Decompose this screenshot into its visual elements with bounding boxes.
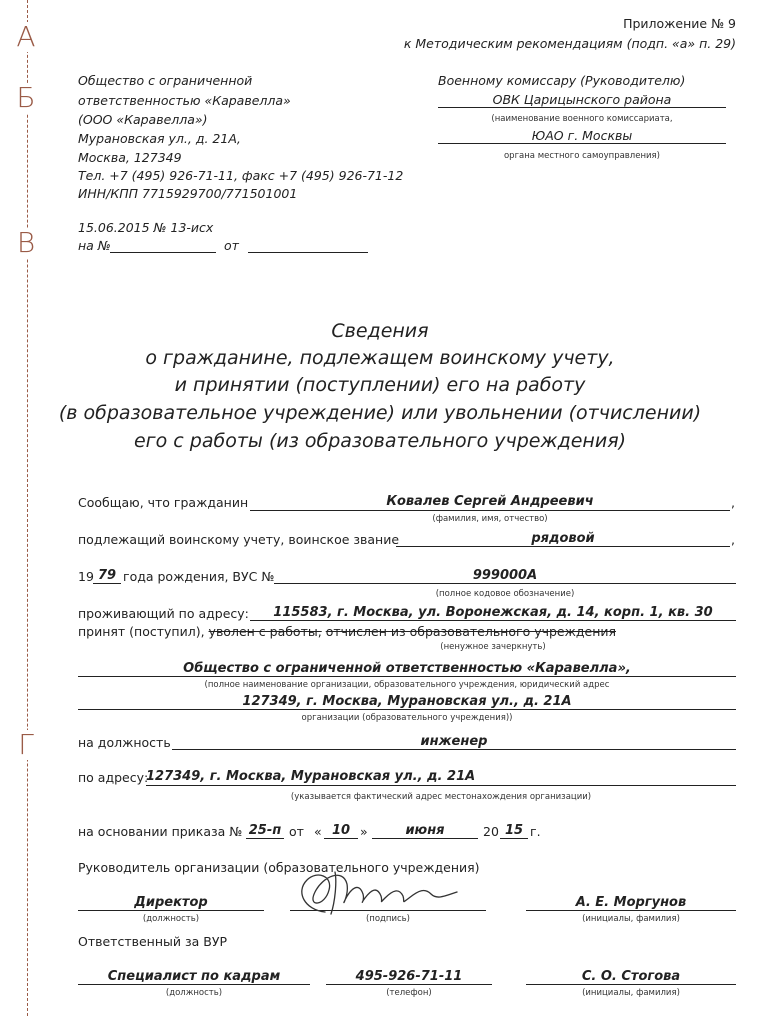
status-caption: (ненужное зачеркнуть) [440, 642, 546, 652]
order-day-line [324, 838, 358, 839]
work-address-label: по адресу: [78, 770, 149, 785]
responsible-label: Ответственный за ВУР [78, 934, 227, 949]
sender-line: Мурановская ул., д. 21А, [78, 131, 241, 146]
order-from: от [289, 824, 304, 839]
order-month-value: июня [405, 823, 445, 838]
org-line [78, 676, 736, 677]
birth-year-value: 79 [97, 568, 117, 583]
birth-prefix: 19 [78, 569, 94, 584]
org-address-value: 127349, г. Москва, Мурановская ул., д. 21А [242, 694, 572, 709]
address-value: 115583, г. Москва, ул. Воронежская, д. 14, корп. 1, кв. 30 [273, 605, 713, 620]
handwritten-signature [285, 862, 495, 922]
work-address-caption: (указывается фактический адрес местонахождения организации) [290, 792, 592, 802]
citizen-line [250, 510, 730, 511]
margin-dash-line [27, 0, 28, 1016]
recipient-district-value: ЮАО г. Москвы [531, 128, 633, 143]
sender-line: Общество с ограниченной [78, 73, 253, 88]
rank-line [396, 546, 730, 547]
order-day-value: 10 [331, 823, 351, 838]
recipient-caption-1: (наименование военного комиссариата, [491, 114, 673, 124]
order-year-value: 15 [504, 823, 524, 838]
vus-line [274, 583, 736, 584]
status-expelled-struck: отчислен из образовательного учреждения [325, 624, 617, 639]
from-label: от [224, 238, 239, 253]
birth-year-line [93, 583, 121, 584]
marker-b: Б [12, 83, 40, 113]
responsible-name-line [526, 984, 736, 985]
position-line [172, 749, 736, 750]
responsible-position-caption: (должность) [165, 988, 223, 998]
vus-caption: (полное кодовое обозначение) [435, 589, 575, 599]
title-line: его с работы (из образовательного учреждения) [133, 430, 627, 452]
appendix-reference: к Методическим рекомендациям (подп. «а» п. 29) [403, 36, 736, 51]
order-month-line [372, 838, 478, 839]
status-line [78, 624, 616, 639]
order-number-value: 25-п [248, 823, 282, 838]
order-label: на основании приказа № [78, 824, 243, 839]
responsible-phone-caption: (телефон) [386, 988, 432, 998]
recipient-line-1 [438, 107, 726, 108]
citizen-caption: (фамилия, имя, отчество) [432, 514, 548, 524]
position-label: на должность [78, 735, 171, 750]
sender-line: ИНН/КПП 7715929700/771501001 [78, 186, 298, 201]
address-line [250, 620, 736, 621]
recipient-line-2 [438, 143, 726, 144]
org-value: Общество с ограниченной ответственностью «Каравелла», [183, 661, 631, 676]
sender-line: ответственностью «Каравелла» [78, 93, 291, 108]
order-number-line [246, 838, 284, 839]
head-name-line [526, 910, 736, 911]
org-address-line [78, 709, 736, 710]
outgoing-date-number: 15.06.2015 № 13-исх [78, 220, 214, 235]
title-line: и принятии (поступлении) его на работу [174, 374, 586, 396]
head-position-line [78, 910, 264, 911]
order-year-prefix: 20 [483, 824, 499, 839]
org-address-caption: организации (образовательного учреждения)) [301, 713, 513, 723]
sender-line: Тел. +7 (495) 926-71-11, факс +7 (495) 926-71-12 [78, 168, 404, 183]
status-dismissed-struck: уволен с работы, [208, 624, 322, 639]
quote-open: « [314, 824, 322, 839]
head-label: Руководитель организации (образовательного учреждения) [78, 860, 480, 875]
rank-comma: , [731, 532, 735, 547]
citizen-comma: , [731, 495, 735, 510]
head-signature-caption: (подпись) [365, 914, 411, 924]
recipient-commissariat-value: ОВК Царицынского района [492, 92, 672, 107]
rank-label: подлежащий воинскому учету, воинское звание [78, 532, 400, 547]
sender-line: Москва, 127349 [78, 150, 182, 165]
work-address-line [146, 785, 736, 786]
marker-g: Г [12, 730, 40, 760]
responsible-phone-value: 495-926-71-11 [355, 969, 463, 984]
head-position-caption: (должность) [142, 914, 200, 924]
quote-close: » [360, 824, 368, 839]
address-label: проживающий по адресу: [78, 606, 249, 621]
sender-line: (ООО «Каравелла») [78, 112, 208, 127]
head-name-caption: (инициалы, фамилия) [582, 914, 680, 924]
work-address-value: 127349, г. Москва, Мурановская ул., д. 21А [146, 769, 476, 784]
responsible-position-value: Специалист по кадрам [107, 969, 281, 984]
responsible-position-line [78, 984, 310, 985]
marker-a: А [12, 22, 40, 52]
responsible-name-caption: (инициалы, фамилия) [582, 988, 680, 998]
from-line [248, 252, 368, 253]
title-line: Сведения [331, 320, 429, 342]
citizen-value: Ковалев Сергей Андреевич [386, 494, 594, 509]
title-line: (в образовательное учреждение) или увольнении (отчислении) [58, 402, 702, 424]
title-line: о гражданине, подлежащем воинскому учету, [145, 347, 615, 369]
org-caption: (полное наименование организации, образовательного учреждения, юридический адрес [204, 680, 610, 690]
marker-v: В [12, 228, 40, 258]
head-name-value: А. Е. Моргунов [575, 895, 687, 910]
order-year-line [500, 838, 528, 839]
on-number-label: на № [78, 238, 111, 253]
responsible-phone-line [326, 984, 492, 985]
head-position-value: Директор [134, 895, 208, 910]
rank-value: рядовой [531, 531, 595, 546]
position-value: инженер [420, 734, 488, 749]
order-year-suffix: г. [530, 824, 541, 839]
citizen-label: Сообщаю, что гражданин [78, 495, 249, 510]
responsible-name-value: С. О. Стогова [581, 969, 681, 984]
birth-label: года рождения, ВУС № [123, 569, 275, 584]
vus-value: 999000А [472, 568, 538, 583]
on-number-line [110, 252, 216, 253]
status-hired: принят (поступил), [78, 624, 205, 639]
recipient-title: Военному комиссару (Руководителю) [438, 73, 686, 88]
recipient-caption-2: органа местного самоуправления) [503, 151, 660, 161]
appendix-number: Приложение № 9 [623, 16, 736, 31]
